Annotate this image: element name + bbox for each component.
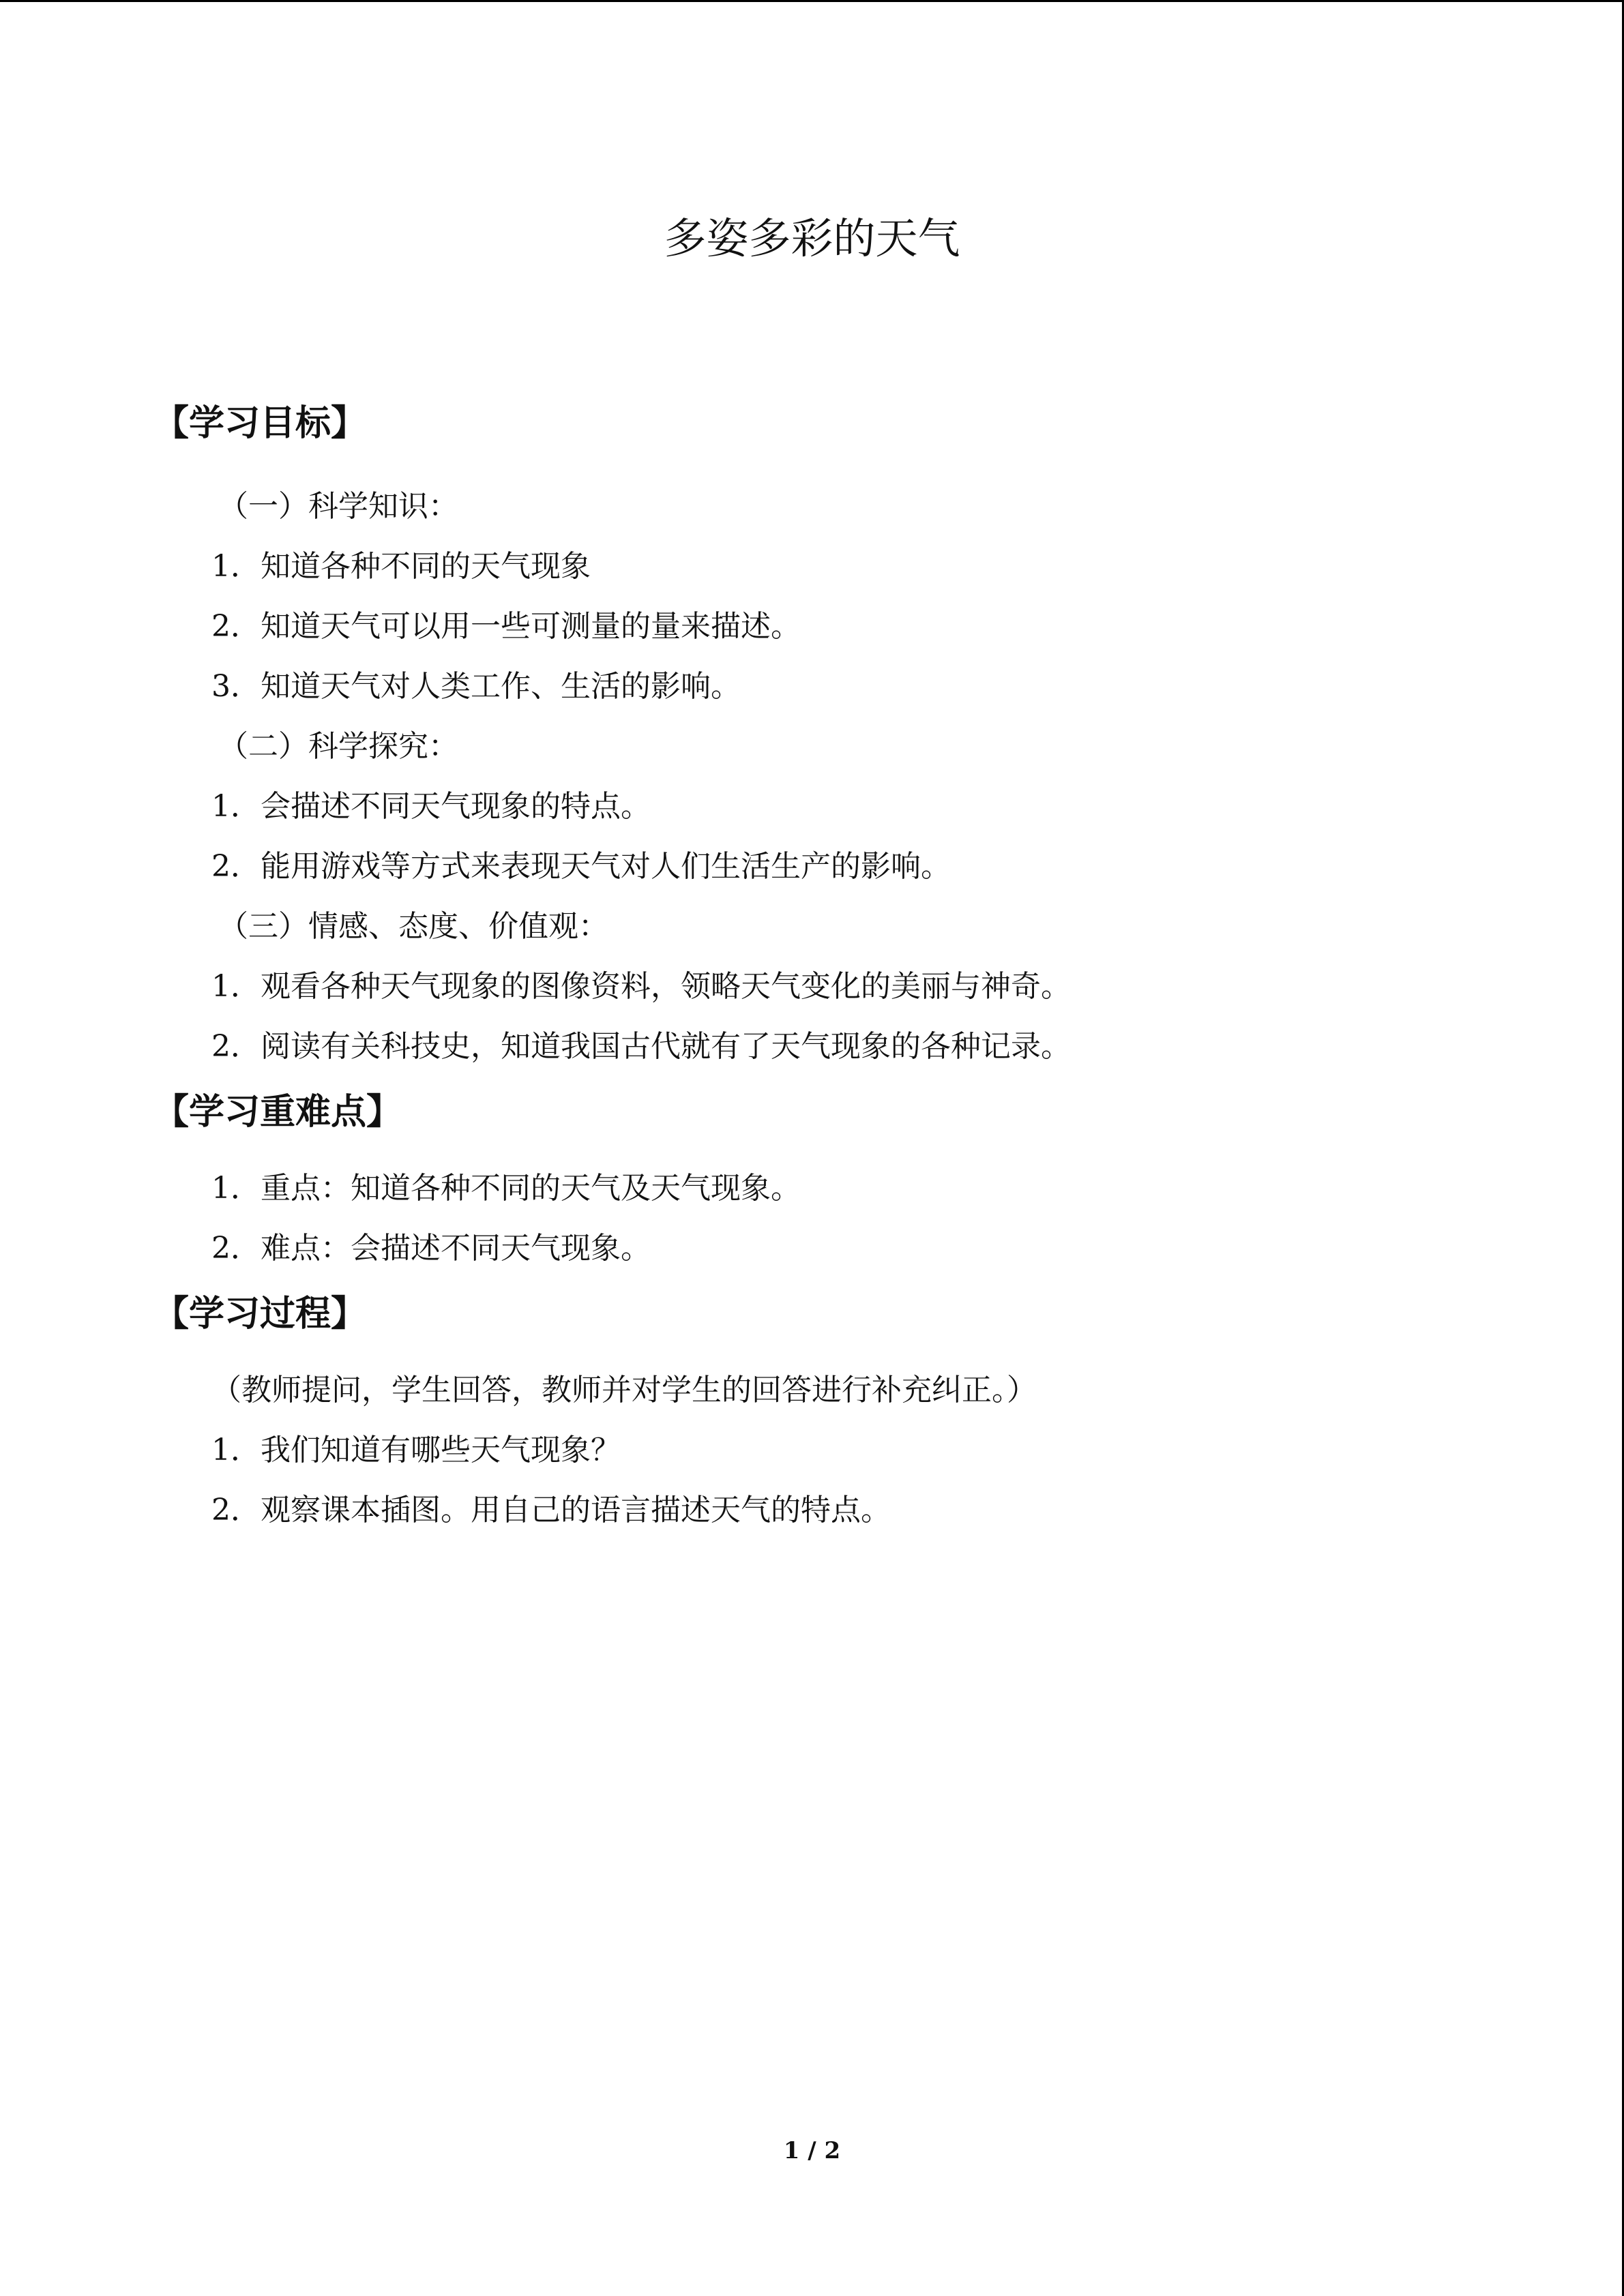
list-item: 3．知道天气对人类工作、生活的影响。 — [211, 669, 741, 704]
list-item: 1．知道各种不同的天气现象 — [211, 549, 591, 584]
section-heading-key-points: 【学习重难点】 — [153, 1092, 402, 1133]
section-heading-learning-process: 【学习过程】 — [153, 1294, 367, 1335]
list-item: 2．观察课本插图。用自己的语言描述天气的特点。 — [211, 1493, 891, 1527]
page-border-top — [0, 0, 1624, 2]
subheading-science-knowledge: （一）科学知识： — [218, 489, 458, 524]
document-title: 多姿多彩的天气 — [664, 213, 960, 263]
list-item: 2．知道天气可以用一些可测量的量来描述。 — [211, 609, 801, 644]
list-item: 2．能用游戏等方式来表现天气对人们生活生产的影响。 — [211, 849, 951, 884]
subheading-attitudes-values: （三）情感、态度、价值观： — [218, 909, 608, 944]
list-item: 2．阅读有关科技史，知道我国古代就有了天气现象的各种记录。 — [211, 1029, 1071, 1064]
instruction-note: （教师提问，学生回答，教师并对学生的回答进行补充纠正。） — [211, 1373, 1037, 1407]
list-item: 1．我们知道有哪些天气现象？ — [211, 1433, 621, 1467]
subheading-science-inquiry: （二）科学探究： — [218, 729, 458, 764]
section-heading-learning-goals: 【学习目标】 — [153, 403, 367, 444]
list-item: 1．重点：知道各种不同的天气及天气现象。 — [211, 1171, 801, 1206]
page-number: 1 / 2 — [783, 2137, 841, 2164]
list-item: 1．观看各种天气现象的图像资料，领略天气变化的美丽与神奇。 — [211, 969, 1071, 1004]
document-body — [153, 392, 1504, 1540]
list-item: 2．难点：会描述不同天气现象。 — [211, 1231, 651, 1266]
list-item: 1．会描述不同天气现象的特点。 — [211, 789, 651, 824]
